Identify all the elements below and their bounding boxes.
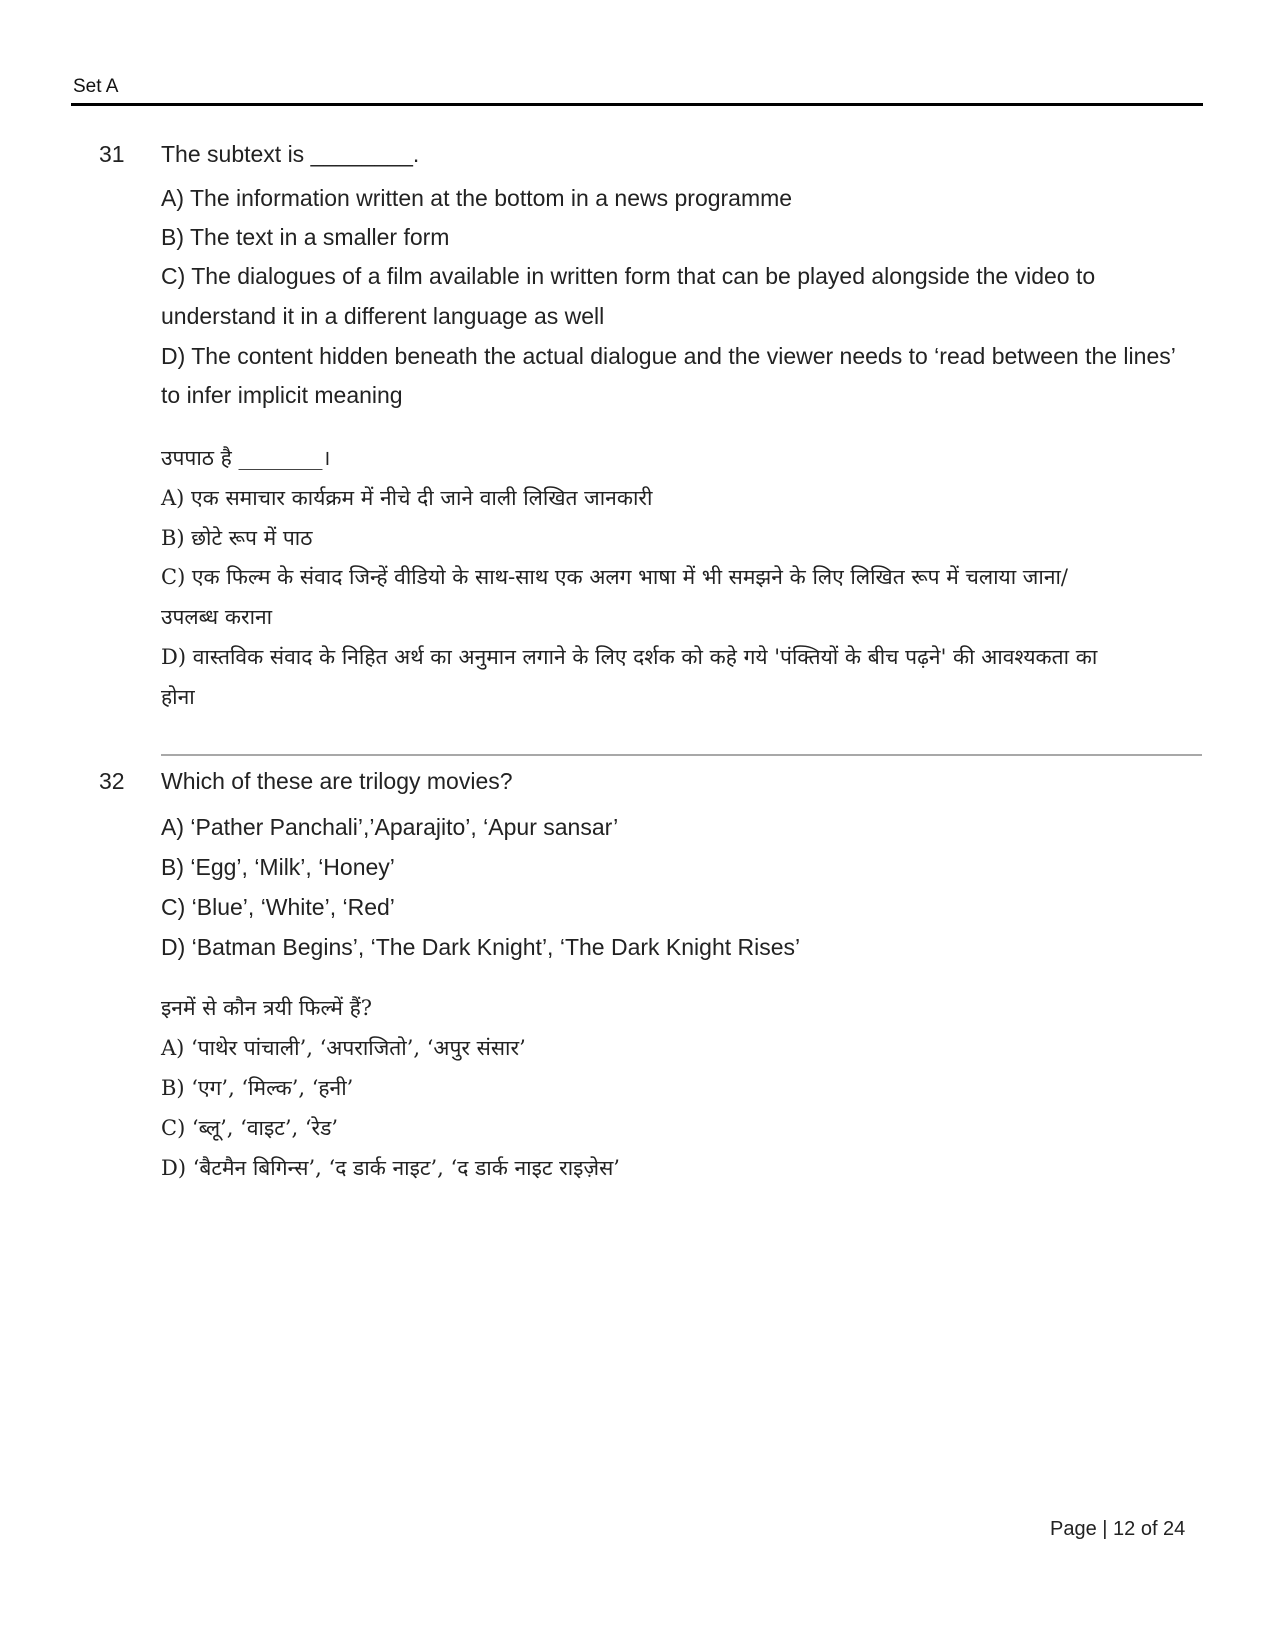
question-text-hindi: इनमें से कौन त्रयी फिल्में हैं?	[161, 996, 372, 1020]
option-d-english-line-2: to infer implicit meaning	[161, 382, 403, 408]
page-number: Page | 12 of 24	[1050, 1518, 1186, 1540]
option-c-hindi-line-1: C) एक फिल्म के संवाद जिन्हें वीडियो के साथ-साथ एक अलग भाषा में भी समझने के लिए लिखित रूप में चलाया जाना/	[161, 565, 1068, 589]
option-c-english: C) ‘Blue’, ‘White’, ‘Red’	[161, 894, 395, 920]
option-a-english: A) The information written at the bottom in a news programme	[161, 185, 793, 211]
question-text-english: The subtext is ________.	[161, 141, 420, 167]
header-rule	[71, 103, 1203, 106]
question-text-english: Which of these are trilogy movies?	[161, 768, 513, 794]
option-c-hindi: C) ‘ब्लू’, ‘वाइट’, ‘रेड’	[161, 1116, 339, 1140]
option-b-hindi: B) छोटे रूप में पाठ	[161, 526, 313, 550]
option-b-english: B) ‘Egg’, ‘Milk’, ‘Honey’	[161, 854, 395, 880]
question-number: 31	[99, 141, 125, 167]
option-d-english: D) ‘Batman Begins’, ‘The Dark Knight’, ‘The Dark Knight Rises’	[161, 934, 801, 960]
option-a-hindi: A) एक समाचार कार्यक्रम में नीचे दी जाने वाली लिखित जानकारी	[161, 486, 653, 510]
option-a-hindi: A) ‘पाथेर पांचाली’, ‘अपराजितो’, ‘अपुर संसार’	[161, 1036, 526, 1060]
set-label: Set A	[73, 76, 119, 97]
question-number: 32	[99, 768, 125, 794]
option-d-hindi: D) ‘बैटमैन बिगिन्स’, ‘द डार्क नाइट’, ‘द डार्क नाइट राइज़ेस’	[161, 1156, 620, 1180]
option-a-english: A) ‘Pather Panchali’,’Aparajito’, ‘Apur sansar’	[161, 814, 619, 840]
option-c-hindi-line-2: उपलब्ध कराना	[161, 605, 273, 629]
option-c-english-line-1: C) The dialogues of a film available in written form that can be played alongside the video to	[161, 263, 1096, 289]
question-text-hindi: उपपाठ है ________।	[161, 446, 331, 470]
option-b-hindi: B) ‘एग’, ‘मिल्क’, ‘हनी’	[161, 1076, 354, 1100]
option-c-english-line-2: understand it in a different language as well	[161, 303, 605, 329]
option-d-hindi-line-2: होना	[161, 685, 195, 709]
option-d-english-line-1: D) The content hidden beneath the actual dialogue and the viewer needs to ‘read between the lines’	[161, 343, 1176, 369]
question-divider	[161, 754, 1202, 756]
option-b-english: B) The text in a smaller form	[161, 224, 450, 250]
option-d-hindi-line-1: D) वास्तविक संवाद के निहित अर्थ का अनुमान लगाने के लिए दर्शक को कहे गये 'पंक्तियों के बीच पढ़ने' की आवश्यकता का	[161, 645, 1098, 669]
